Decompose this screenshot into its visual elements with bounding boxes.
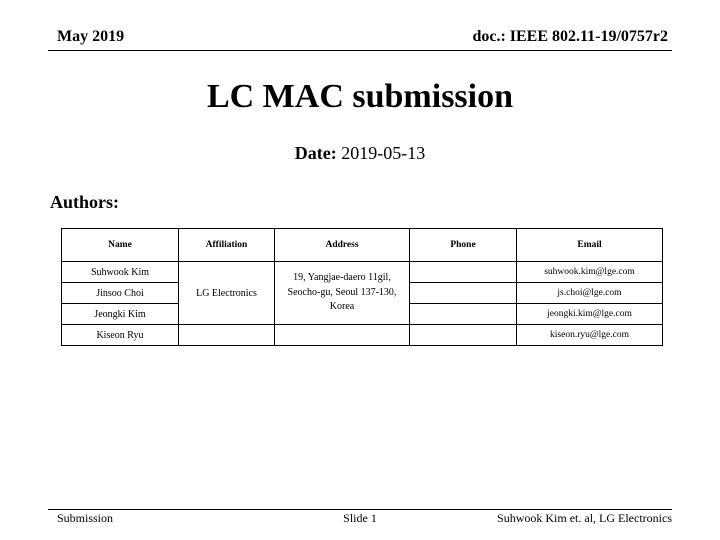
author-name: Jeongki Kim [62, 304, 179, 325]
footer-divider [48, 509, 672, 510]
date-label: Date: [294, 143, 337, 163]
author-name: Kiseon Ryu [62, 325, 179, 346]
author-name: Suhwook Kim [62, 262, 179, 283]
table-row [62, 325, 663, 346]
author-name: Jinsoo Choi [62, 283, 179, 304]
author-phone [410, 262, 517, 283]
header-date: May 2019 [57, 28, 125, 45]
column-header-name: Name [62, 229, 179, 262]
authors-table [61, 228, 663, 346]
column-header-address: Address [275, 229, 410, 262]
column-header-email: Email [517, 229, 663, 262]
footer-slide-number: Slide 1 [343, 511, 377, 525]
author-phone [410, 304, 517, 325]
author-affiliation: LG Electronics [179, 262, 275, 325]
header-doc-id: doc.: IEEE 802.11-19/0757r2 [472, 28, 668, 45]
column-header-phone: Phone [410, 229, 517, 262]
column-header-affiliation: Affiliation [179, 229, 275, 262]
footer-authors: Suhwook Kim et. al, LG Electronics [497, 511, 672, 525]
author-email: suhwook.kim@lge.com [517, 262, 663, 283]
author-affiliation-empty [179, 325, 275, 346]
date-line [0, 143, 720, 164]
table-header-row [62, 229, 663, 262]
slide-title: LC MAC submission [206, 78, 514, 115]
author-address-empty [275, 325, 410, 346]
author-phone [410, 325, 517, 346]
authors-heading: Authors: [50, 192, 120, 212]
date-value: 2019-05-13 [341, 143, 426, 163]
author-address: 19, Yangjae-daero 11gil, Seocho-gu, Seoul 137-130, Korea [275, 262, 410, 325]
author-email: jeongki.kim@lge.com [517, 304, 663, 325]
author-email: kiseon.ryu@lge.com [517, 325, 663, 346]
header-divider [48, 50, 672, 51]
table-row [62, 262, 663, 283]
author-email: js.choi@lge.com [517, 283, 663, 304]
author-phone [410, 283, 517, 304]
footer-submission: Submission [57, 511, 114, 525]
